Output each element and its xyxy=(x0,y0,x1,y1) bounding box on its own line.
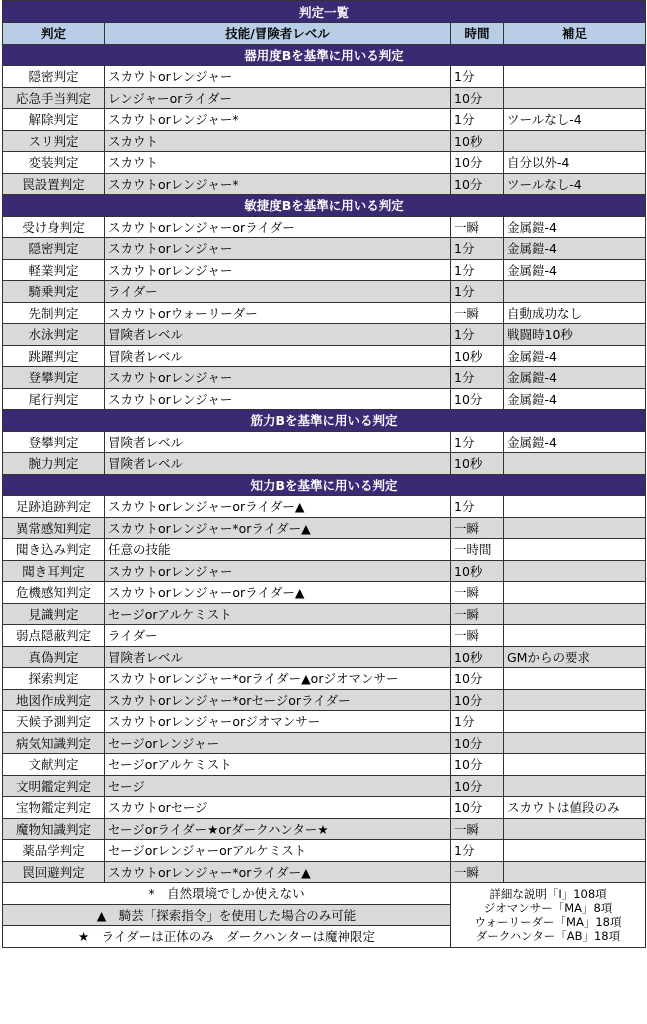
cell-time: 一瞬 xyxy=(451,302,504,324)
cell-time: 1分 xyxy=(451,259,504,281)
cell-note xyxy=(504,818,646,840)
table-row xyxy=(3,259,646,281)
cell-time: 10分 xyxy=(451,388,504,410)
cell-judgment: 病気知識判定 xyxy=(3,732,105,754)
cell-judgment: 登攀判定 xyxy=(3,367,105,389)
cell-time: 1分 xyxy=(451,238,504,260)
cell-skill: スカウトorレンジャーorライダー▲ xyxy=(105,496,451,518)
cell-note xyxy=(504,754,646,776)
cell-note: ツールなし-4 xyxy=(504,173,646,195)
section-title: 筋力Bを基準に用いる判定 xyxy=(3,410,646,432)
cell-time: 10分 xyxy=(451,775,504,797)
cell-skill: 冒険者レベル xyxy=(105,345,451,367)
cell-time: 一瞬 xyxy=(451,517,504,539)
table-row xyxy=(3,603,646,625)
cell-skill: スカウト xyxy=(105,130,451,152)
cell-skill: ライダー xyxy=(105,281,451,303)
cell-skill: レンジャーorライダー xyxy=(105,87,451,109)
section-header xyxy=(3,44,646,66)
cell-skill: スカウトorレンジャー xyxy=(105,367,451,389)
table-row xyxy=(3,367,646,389)
cell-note: 自分以外-4 xyxy=(504,152,646,174)
cell-time: 1分 xyxy=(451,496,504,518)
table-row xyxy=(3,560,646,582)
cell-skill: ライダー xyxy=(105,625,451,647)
cell-time: 1分 xyxy=(451,431,504,453)
cell-note: 金属鎧-4 xyxy=(504,388,646,410)
table-row xyxy=(3,517,646,539)
cell-skill: セージorアルケミスト xyxy=(105,603,451,625)
cell-time: 10分 xyxy=(451,797,504,819)
cell-note xyxy=(504,281,646,303)
cell-skill: 任意の技能 xyxy=(105,539,451,561)
cell-note: 金属鎧-4 xyxy=(504,431,646,453)
header-time: 時間 xyxy=(451,23,504,45)
cell-skill: スカウトorレンジャーorライダー xyxy=(105,216,451,238)
cell-time: 10秒 xyxy=(451,130,504,152)
cell-judgment: 弱点隠蔽判定 xyxy=(3,625,105,647)
cell-time: 一瞬 xyxy=(451,861,504,883)
cell-skill: セージorアルケミスト xyxy=(105,754,451,776)
section-header xyxy=(3,195,646,217)
cell-judgment: 解除判定 xyxy=(3,109,105,131)
cell-judgment: 登攀判定 xyxy=(3,431,105,453)
cell-skill: セージ xyxy=(105,775,451,797)
cell-note: ツールなし-4 xyxy=(504,109,646,131)
cell-note: 金属鎧-4 xyxy=(504,367,646,389)
table-row xyxy=(3,238,646,260)
table-row xyxy=(3,840,646,862)
cell-skill: スカウトorレンジャー*orライダー▲ xyxy=(105,517,451,539)
cell-skill: スカウトorレンジャー* xyxy=(105,173,451,195)
cell-time: 10秒 xyxy=(451,453,504,475)
cell-judgment: 水泳判定 xyxy=(3,324,105,346)
cell-time: 10秒 xyxy=(451,646,504,668)
table-row xyxy=(3,861,646,883)
cell-note: 金属鎧-4 xyxy=(504,345,646,367)
cell-note xyxy=(504,496,646,518)
cell-judgment: 足跡追跡判定 xyxy=(3,496,105,518)
header-skill: 技能/冒険者レベル xyxy=(105,23,451,45)
table-row xyxy=(3,281,646,303)
cell-judgment: 先制判定 xyxy=(3,302,105,324)
cell-judgment: 腕力判定 xyxy=(3,453,105,475)
section-title: 知力Bを基準に用いる判定 xyxy=(3,474,646,496)
cell-judgment: 隠密判定 xyxy=(3,238,105,260)
reference-line: ウォーリーダー「MA」18項 xyxy=(474,914,622,929)
cell-skill: スカウトorレンジャー* xyxy=(105,109,451,131)
cell-time: 10分 xyxy=(451,87,504,109)
cell-judgment: 探索判定 xyxy=(3,668,105,690)
table-row xyxy=(3,324,646,346)
cell-time: 1分 xyxy=(451,281,504,303)
section-header xyxy=(3,474,646,496)
cell-time: 1分 xyxy=(451,367,504,389)
table-row xyxy=(3,345,646,367)
cell-time: 10分 xyxy=(451,754,504,776)
cell-note: 金属鎧-4 xyxy=(504,238,646,260)
table-row xyxy=(3,216,646,238)
cell-judgment: 隠密判定 xyxy=(3,66,105,88)
header-note: 補足 xyxy=(504,23,646,45)
cell-skill: スカウトorレンジャー*orライダー▲orジオマンサー xyxy=(105,668,451,690)
cell-note xyxy=(504,87,646,109)
table-row xyxy=(3,625,646,647)
cell-note xyxy=(504,711,646,733)
cell-judgment: 真偽判定 xyxy=(3,646,105,668)
cell-time: 一瞬 xyxy=(451,603,504,625)
cell-note xyxy=(504,453,646,475)
cell-note: 戦闘時10秒 xyxy=(504,324,646,346)
cell-note: 自動成功なし xyxy=(504,302,646,324)
table-row xyxy=(3,152,646,174)
cell-note xyxy=(504,732,646,754)
reference-line: 詳細な説明「Ⅰ」108項 xyxy=(489,886,607,901)
cell-note xyxy=(504,582,646,604)
cell-skill: 冒険者レベル xyxy=(105,431,451,453)
cell-note xyxy=(504,560,646,582)
table-row xyxy=(3,754,646,776)
cell-time: 10分 xyxy=(451,732,504,754)
cell-skill: スカウト xyxy=(105,152,451,174)
cell-skill: 冒険者レベル xyxy=(105,324,451,346)
table-row xyxy=(3,582,646,604)
cell-time: 10秒 xyxy=(451,345,504,367)
cell-skill: セージorレンジャー xyxy=(105,732,451,754)
table-row xyxy=(3,732,646,754)
cell-skill: 冒険者レベル xyxy=(105,453,451,475)
section-title: 敏捷度Bを基準に用いる判定 xyxy=(3,195,646,217)
cell-skill: スカウトorレンジャー*orセージorライダー xyxy=(105,689,451,711)
cell-judgment: 聞き耳判定 xyxy=(3,560,105,582)
footnote: ★ ライダーは正体のみ ダークハンターは魔神限定 xyxy=(3,926,451,948)
table-title: 判定一覧 xyxy=(3,1,646,23)
cell-skill: スカウトorレンジャー xyxy=(105,388,451,410)
reference-line: ジオマンサー「MA」8項 xyxy=(483,900,613,915)
section-title: 器用度Bを基準に用いる判定 xyxy=(3,44,646,66)
table-row xyxy=(3,711,646,733)
cell-judgment: 応急手当判定 xyxy=(3,87,105,109)
cell-time: 1分 xyxy=(451,109,504,131)
cell-judgment: 変装判定 xyxy=(3,152,105,174)
table-row xyxy=(3,797,646,819)
cell-skill: スカウトorレンジャー xyxy=(105,66,451,88)
cell-time: 一時間 xyxy=(451,539,504,561)
cell-skill: スカウトorレンジャーorジオマンサー xyxy=(105,711,451,733)
cell-judgment: 魔物知識判定 xyxy=(3,818,105,840)
footnote: ▲ 騎芸「探索指令」を使用した場合のみ可能 xyxy=(3,904,451,926)
cell-judgment: 宝物鑑定判定 xyxy=(3,797,105,819)
cell-judgment: 騎乗判定 xyxy=(3,281,105,303)
table-row xyxy=(3,818,646,840)
table-row xyxy=(3,66,646,88)
cell-time: 10分 xyxy=(451,689,504,711)
table-row xyxy=(3,109,646,131)
cell-time: 一瞬 xyxy=(451,625,504,647)
cell-note xyxy=(504,775,646,797)
table-row xyxy=(3,453,646,475)
table-row xyxy=(3,668,646,690)
section-header xyxy=(3,410,646,432)
cell-skill: スカウトorレンジャー xyxy=(105,560,451,582)
cell-judgment: 天候予測判定 xyxy=(3,711,105,733)
cell-time: 1分 xyxy=(451,711,504,733)
table-row xyxy=(3,775,646,797)
cell-note xyxy=(504,130,646,152)
reference-line: ダークハンター「AB」18項 xyxy=(475,928,621,943)
reference-notes xyxy=(451,883,646,948)
table-row xyxy=(3,87,646,109)
cell-note xyxy=(504,66,646,88)
cell-note xyxy=(504,689,646,711)
table-row xyxy=(3,130,646,152)
cell-time: 10分 xyxy=(451,152,504,174)
cell-note xyxy=(504,517,646,539)
table-row xyxy=(3,689,646,711)
cell-judgment: 薬品学判定 xyxy=(3,840,105,862)
cell-note: スカウトは値段のみ xyxy=(504,797,646,819)
cell-judgment: 尾行判定 xyxy=(3,388,105,410)
cell-judgment: 罠設置判定 xyxy=(3,173,105,195)
cell-time: 1分 xyxy=(451,66,504,88)
cell-skill: スカウトorレンジャー*orライダー▲ xyxy=(105,861,451,883)
cell-note xyxy=(504,668,646,690)
table-row xyxy=(3,173,646,195)
cell-judgment: 危機感知判定 xyxy=(3,582,105,604)
cell-skill: セージorレンジャーorアルケミスト xyxy=(105,840,451,862)
cell-skill: スカウトorレンジャーorライダー▲ xyxy=(105,582,451,604)
cell-judgment: 聞き込み判定 xyxy=(3,539,105,561)
table-row xyxy=(3,388,646,410)
cell-time: 一瞬 xyxy=(451,582,504,604)
cell-note: GMからの要求 xyxy=(504,646,646,668)
cell-note xyxy=(504,603,646,625)
cell-judgment: スリ判定 xyxy=(3,130,105,152)
cell-skill: スカウトorウォーリーダー xyxy=(105,302,451,324)
cell-time: 1分 xyxy=(451,840,504,862)
cell-judgment: 見識判定 xyxy=(3,603,105,625)
judgment-table xyxy=(2,0,646,948)
cell-time: 10分 xyxy=(451,668,504,690)
cell-time: 1分 xyxy=(451,324,504,346)
cell-skill: スカウトorセージ xyxy=(105,797,451,819)
cell-note: 金属鎧-4 xyxy=(504,259,646,281)
footnote-row xyxy=(3,883,646,905)
cell-time: 10分 xyxy=(451,173,504,195)
table-row xyxy=(3,431,646,453)
cell-note: 金属鎧-4 xyxy=(504,216,646,238)
cell-note xyxy=(504,625,646,647)
cell-skill: スカウトorレンジャー xyxy=(105,259,451,281)
cell-judgment: 文明鑑定判定 xyxy=(3,775,105,797)
cell-time: 一瞬 xyxy=(451,818,504,840)
cell-skill: スカウトorレンジャー xyxy=(105,238,451,260)
header-row xyxy=(3,23,646,45)
header-judgment: 判定 xyxy=(3,23,105,45)
cell-judgment: 跳躍判定 xyxy=(3,345,105,367)
cell-judgment: 罠回避判定 xyxy=(3,861,105,883)
table-row xyxy=(3,646,646,668)
cell-judgment: 異常感知判定 xyxy=(3,517,105,539)
cell-judgment: 地図作成判定 xyxy=(3,689,105,711)
cell-note xyxy=(504,840,646,862)
cell-judgment: 受け身判定 xyxy=(3,216,105,238)
table-title-row xyxy=(3,1,646,23)
cell-time: 10秒 xyxy=(451,560,504,582)
table-row xyxy=(3,302,646,324)
cell-judgment: 軽業判定 xyxy=(3,259,105,281)
cell-time: 一瞬 xyxy=(451,216,504,238)
cell-note xyxy=(504,861,646,883)
table-row xyxy=(3,496,646,518)
cell-skill: 冒険者レベル xyxy=(105,646,451,668)
footnote: * 自然環境でしか使えない xyxy=(3,883,451,905)
cell-judgment: 文献判定 xyxy=(3,754,105,776)
table-row xyxy=(3,539,646,561)
cell-note xyxy=(504,539,646,561)
cell-skill: セージorライダー★orダークハンター★ xyxy=(105,818,451,840)
